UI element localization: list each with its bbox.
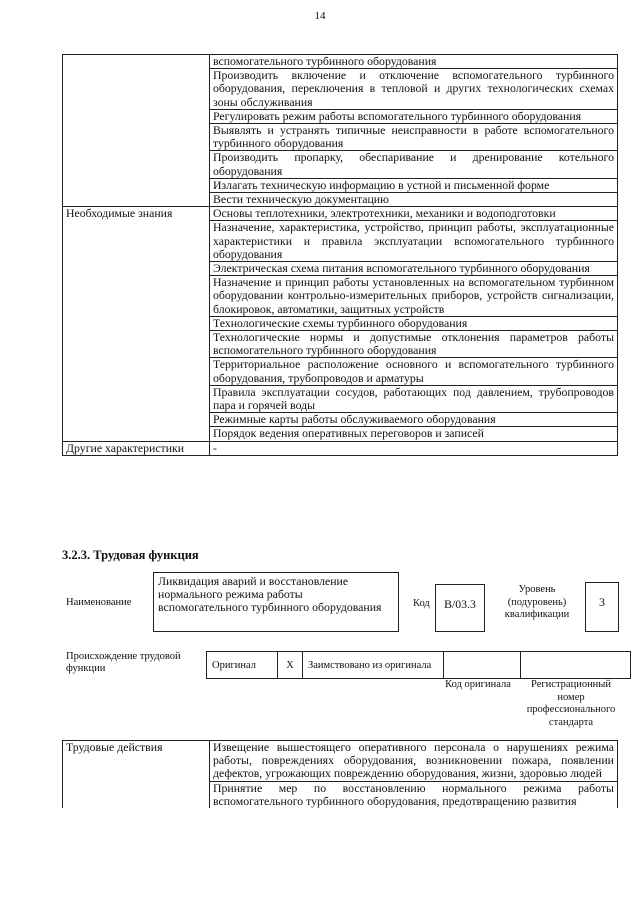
skill-item: Производить включение и отключение вспомогательного турбинного оборудования, переключения в тепловой и других технологических схемах зоны обслуживания <box>210 69 618 110</box>
labor-actions-table <box>62 740 618 808</box>
knowledge-item: Технологические нормы и допустимые отклонения параметров работы вспомогательного турбинного оборудования <box>210 331 618 358</box>
knowledge-item: Назначение и принцип работы установленных на вспомогательном турбинном оборудовании контрольно-измерительных приборов, устройств сигнализации, блокировок, автоматики, защитных устройств <box>210 276 618 317</box>
knowledge-label: Необходимые знания <box>63 207 210 441</box>
code-original-caption: Код оригинала <box>445 679 511 690</box>
knowledge-item: Назначение, характеристика, устройство, принцип работы, эксплуатационные характеристики и правила эксплуатации вспомогательного турбинного оборудования <box>210 221 618 262</box>
knowledge-item: Порядок ведения оперативных переговоров и записей <box>210 427 618 441</box>
skill-item: Производить пропарку, обеспаривание и дренирование котельного оборудования <box>210 151 618 178</box>
skills-knowledge-table <box>62 54 618 456</box>
function-name-box: Ликвидация аварий и восстановление нормального режима работы вспомогательного турбинного оборудования <box>153 572 399 632</box>
level-box: 3 <box>585 582 619 632</box>
other-characteristics-value: - <box>210 441 618 455</box>
knowledge-item: Территориальное расположение основного и вспомогательного турбинного оборудования, трубопроводов и арматуры <box>210 358 618 385</box>
borrowed-label: Заимствовано из оригинала <box>303 652 444 679</box>
origin-label: Происхождение трудовой функции <box>66 651 181 674</box>
name-label: Наименование <box>66 597 132 608</box>
origin-table <box>206 651 631 679</box>
skill-item: Излагать техническую информацию в устной и письменной форме <box>210 178 618 192</box>
knowledge-item: Технологические схемы турбинного оборудования <box>210 316 618 330</box>
labor-action-item: Принятие мер по восстановлению нормального режима работы вспомогательного турбинного оборудования, предотвращению развития <box>210 781 618 808</box>
skill-item: вспомогательного турбинного оборудования <box>210 55 618 69</box>
reg-number-cell <box>521 652 631 679</box>
reg-number-caption: Регистрационный номер профессионального стандарта <box>526 679 616 728</box>
code-original-cell <box>444 652 521 679</box>
original-label: Оригинал <box>207 652 278 679</box>
level-label: Уровень (подуровень) квалификации <box>504 584 570 620</box>
skill-item: Регулировать режим работы вспомогательного турбинного оборудования <box>210 109 618 123</box>
original-mark: X <box>278 652 303 679</box>
code-box: B/03.3 <box>435 584 485 632</box>
labor-action-item: Извещение вышестоящего оперативного персонала о нарушениях режима работы, повреждениях оборудования, возникновении пожара, появлении дефектов, угрожающих повреждению оборудования, жизни, здоровью людей <box>210 741 618 782</box>
skills-label-cell <box>63 55 210 207</box>
labor-actions-label: Трудовые действия <box>63 741 210 809</box>
skill-item: Выявлять и устранять типичные неисправности в работе вспомогательного турбинного оборудования <box>210 124 618 151</box>
page-number: 14 <box>314 10 326 22</box>
code-label: Код <box>413 598 430 609</box>
skill-item: Вести техническую документацию <box>210 193 618 207</box>
knowledge-item: Правила эксплуатации сосудов, работающих под давлением, трубопроводов пара и горячей воды <box>210 385 618 412</box>
other-characteristics-label: Другие характеристики <box>63 441 210 455</box>
knowledge-item: Электрическая схема питания вспомогательного турбинного оборудования <box>210 262 618 276</box>
knowledge-item: Основы теплотехники, электротехники, механики и водоподготовки <box>210 207 618 221</box>
knowledge-item: Режимные карты работы обслуживаемого оборудования <box>210 413 618 427</box>
section-heading: 3.2.3. Трудовая функция <box>62 548 199 562</box>
